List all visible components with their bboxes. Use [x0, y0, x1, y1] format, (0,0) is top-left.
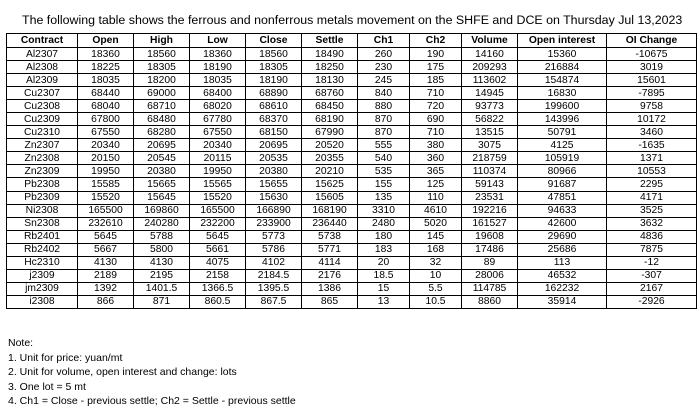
table-cell: 2295: [607, 178, 697, 191]
table-cell: 3019: [607, 61, 697, 74]
table-row: [7, 139, 697, 152]
contract-cell: Zn2309: [7, 165, 78, 178]
table-cell: 29690: [518, 230, 607, 243]
table-cell: 4114: [302, 256, 358, 269]
table-cell: 690: [410, 113, 462, 126]
table-header-row: [7, 34, 697, 48]
table-cell: 870: [358, 126, 410, 139]
table-cell: 68400: [190, 87, 246, 100]
table-cell: 15520: [78, 191, 134, 204]
table-cell: 871: [134, 295, 190, 308]
table-cell: -12: [607, 256, 697, 269]
table-cell: 161527: [462, 217, 518, 230]
table-cell: 720: [410, 100, 462, 113]
table-cell: 4836: [607, 230, 697, 243]
table-cell: 5645: [78, 230, 134, 243]
table-cell: -307: [607, 269, 697, 282]
table-cell: 19608: [462, 230, 518, 243]
table-cell: 18250: [302, 61, 358, 74]
table-cell: 3632: [607, 217, 697, 230]
table-cell: 3525: [607, 204, 697, 217]
table-cell: 168: [410, 243, 462, 256]
note-line: 2. Unit for volume, open interest and change: lots: [8, 366, 237, 379]
table-cell: 185: [410, 74, 462, 87]
table-cell: 5667: [78, 243, 134, 256]
table-cell: 866: [78, 295, 134, 308]
table-cell: 15630: [246, 191, 302, 204]
table-cell: 3310: [358, 204, 410, 217]
table-row: [7, 269, 697, 282]
table-cell: 240280: [134, 217, 190, 230]
table-cell: 1371: [607, 152, 697, 165]
table-cell: 169860: [134, 204, 190, 217]
table-cell: 20520: [302, 139, 358, 152]
table-row: [7, 295, 697, 308]
table-cell: 20: [358, 256, 410, 269]
table-cell: 2167: [607, 282, 697, 295]
table-cell: 5771: [302, 243, 358, 256]
table-cell: 2189: [78, 269, 134, 282]
table-cell: 880: [358, 100, 410, 113]
table-row: [7, 256, 697, 269]
contract-cell: Rb2402: [7, 243, 78, 256]
table-cell: 68280: [134, 126, 190, 139]
table-cell: 15665: [134, 178, 190, 191]
table-cell: 20545: [134, 152, 190, 165]
table-cell: 165500: [78, 204, 134, 217]
table-cell: 867.5: [246, 295, 302, 308]
table-cell: -1635: [607, 139, 697, 152]
column-header: Contract: [7, 34, 78, 48]
table-cell: 68480: [134, 113, 190, 126]
table-cell: 18360: [78, 48, 134, 61]
table-row: [7, 48, 697, 61]
table-cell: 18190: [190, 61, 246, 74]
table-cell: 1401.5: [134, 282, 190, 295]
table-cell: 5661: [190, 243, 246, 256]
table-cell: 535: [358, 165, 410, 178]
table-cell: 20340: [78, 139, 134, 152]
table-cell: 183: [358, 243, 410, 256]
table-cell: 15520: [190, 191, 246, 204]
table-cell: 10: [410, 269, 462, 282]
table-cell: 114785: [462, 282, 518, 295]
column-header: Low: [190, 34, 246, 48]
table-cell: 67990: [302, 126, 358, 139]
contract-cell: Ni2308: [7, 204, 78, 217]
table-cell: 15601: [607, 74, 697, 87]
table-cell: 1395.5: [246, 282, 302, 295]
notes-heading: Note:: [8, 337, 34, 349]
contract-cell: Al2309: [7, 74, 78, 87]
table-cell: 14160: [462, 48, 518, 61]
table-cell: 218759: [462, 152, 518, 165]
table-row: [7, 165, 697, 178]
table-cell: 10553: [607, 165, 697, 178]
table-cell: 67800: [78, 113, 134, 126]
table-cell: 360: [410, 152, 462, 165]
table-cell: 20535: [246, 152, 302, 165]
table-cell: 15: [358, 282, 410, 295]
table-cell: 143996: [518, 113, 607, 126]
note-line: 3. One lot = 5 mt: [8, 380, 86, 393]
contract-cell: Cu2309: [7, 113, 78, 126]
table-cell: 13515: [462, 126, 518, 139]
table-cell: 20695: [246, 139, 302, 152]
table-row: [7, 100, 697, 113]
table-row: [7, 178, 697, 191]
table-cell: 4610: [410, 204, 462, 217]
table-cell: 18305: [134, 61, 190, 74]
table-cell: 18130: [302, 74, 358, 87]
table-cell: 168190: [302, 204, 358, 217]
column-header: Volume: [462, 34, 518, 48]
table-cell: 89: [462, 256, 518, 269]
table-cell: 25686: [518, 243, 607, 256]
table-cell: 5773: [246, 230, 302, 243]
table-cell: 15655: [246, 178, 302, 191]
table-cell: 209293: [462, 61, 518, 74]
table-cell: 710: [410, 87, 462, 100]
column-header: Ch2: [410, 34, 462, 48]
notes-section: [8, 336, 296, 409]
table-cell: 2158: [190, 269, 246, 282]
table-cell: 20695: [134, 139, 190, 152]
contract-cell: Cu2308: [7, 100, 78, 113]
table-cell: 20380: [134, 165, 190, 178]
table-cell: 15585: [78, 178, 134, 191]
table-cell: 18035: [78, 74, 134, 87]
column-header: OI Change: [607, 34, 697, 48]
contract-cell: j2309: [7, 269, 78, 282]
table-cell: 230: [358, 61, 410, 74]
table-cell: 180: [358, 230, 410, 243]
table-cell: 18.5: [358, 269, 410, 282]
table-cell: 236440: [302, 217, 358, 230]
table-cell: 18360: [190, 48, 246, 61]
table-cell: 166890: [246, 204, 302, 217]
column-header: Open interest: [518, 34, 607, 48]
table-cell: 3460: [607, 126, 697, 139]
table-cell: 232610: [78, 217, 134, 230]
table-row: [7, 217, 697, 230]
table-cell: 16830: [518, 87, 607, 100]
table-cell: 4102: [246, 256, 302, 269]
table-cell: 145: [410, 230, 462, 243]
table-cell: 50791: [518, 126, 607, 139]
table-cell: 19950: [190, 165, 246, 178]
table-cell: 10.5: [410, 295, 462, 308]
table-cell: 9758: [607, 100, 697, 113]
contract-cell: Zn2307: [7, 139, 78, 152]
table-cell: 113: [518, 256, 607, 269]
column-header: High: [134, 34, 190, 48]
table-cell: 4130: [78, 256, 134, 269]
table-row: [7, 282, 697, 295]
table-cell: -2926: [607, 295, 697, 308]
table-cell: 2184.5: [246, 269, 302, 282]
table-cell: 94633: [518, 204, 607, 217]
table-cell: 93773: [462, 100, 518, 113]
table-cell: 233900: [246, 217, 302, 230]
table-cell: 18490: [302, 48, 358, 61]
table-cell: 7875: [607, 243, 697, 256]
contract-cell: Zn2308: [7, 152, 78, 165]
table-cell: -7895: [607, 87, 697, 100]
metals-movement-table: [6, 33, 697, 309]
table-cell: 105919: [518, 152, 607, 165]
table-cell: 260: [358, 48, 410, 61]
table-cell: 2195: [134, 269, 190, 282]
table-cell: 69000: [134, 87, 190, 100]
table-cell: 8860: [462, 295, 518, 308]
column-header: Open: [78, 34, 134, 48]
contract-cell: Al2307: [7, 48, 78, 61]
contract-cell: i2308: [7, 295, 78, 308]
table-cell: 20150: [78, 152, 134, 165]
table-cell: 20115: [190, 152, 246, 165]
table-cell: 14945: [462, 87, 518, 100]
table-cell: 68370: [246, 113, 302, 126]
table-cell: 91687: [518, 178, 607, 191]
contract-cell: Cu2307: [7, 87, 78, 100]
table-row: [7, 113, 697, 126]
table-row: [7, 126, 697, 139]
table-cell: 46532: [518, 269, 607, 282]
table-cell: 20380: [246, 165, 302, 178]
table-cell: 4075: [190, 256, 246, 269]
table-cell: -10675: [607, 48, 697, 61]
table-cell: 135: [358, 191, 410, 204]
table-cell: 10172: [607, 113, 697, 126]
table-cell: 216884: [518, 61, 607, 74]
table-cell: 5738: [302, 230, 358, 243]
column-header: Settle: [302, 34, 358, 48]
table-row: [7, 243, 697, 256]
table-row: [7, 61, 697, 74]
table-cell: 15565: [190, 178, 246, 191]
note-line: 4. Ch1 = Close - previous settle; Ch2 = Settle - previous settle: [8, 395, 296, 408]
note-line: 1. Unit for price: yuan/mt: [8, 351, 123, 364]
table-cell: 162232: [518, 282, 607, 295]
contract-cell: Pb2309: [7, 191, 78, 204]
contract-cell: Pb2308: [7, 178, 78, 191]
table-cell: 67550: [78, 126, 134, 139]
table-cell: 4130: [134, 256, 190, 269]
table-cell: 5800: [134, 243, 190, 256]
table-cell: 68440: [78, 87, 134, 100]
table-cell: 870: [358, 113, 410, 126]
table-cell: 67550: [190, 126, 246, 139]
table-cell: 68190: [302, 113, 358, 126]
table-cell: 154874: [518, 74, 607, 87]
table-cell: 68610: [246, 100, 302, 113]
table-cell: 710: [410, 126, 462, 139]
column-header: Ch1: [358, 34, 410, 48]
table-cell: 5788: [134, 230, 190, 243]
table-cell: 68710: [134, 100, 190, 113]
table-cell: 59143: [462, 178, 518, 191]
table-cell: 555: [358, 139, 410, 152]
table-cell: 245: [358, 74, 410, 87]
table-cell: 68040: [78, 100, 134, 113]
table-cell: 18225: [78, 61, 134, 74]
table-body: [7, 48, 697, 309]
table-cell: 1366.5: [190, 282, 246, 295]
table-cell: 2480: [358, 217, 410, 230]
table-cell: 125: [410, 178, 462, 191]
table-cell: 15360: [518, 48, 607, 61]
table-cell: 365: [410, 165, 462, 178]
table-cell: 3075: [462, 139, 518, 152]
table-cell: 68150: [246, 126, 302, 139]
table-cell: 4125: [518, 139, 607, 152]
column-header: Close: [246, 34, 302, 48]
table-cell: 4171: [607, 191, 697, 204]
table-cell: 17486: [462, 243, 518, 256]
table-row: [7, 230, 697, 243]
contract-cell: Hc2310: [7, 256, 78, 269]
table-cell: 15625: [302, 178, 358, 191]
table-row: [7, 191, 697, 204]
contract-cell: jm2309: [7, 282, 78, 295]
table-cell: 13: [358, 295, 410, 308]
table-row: [7, 74, 697, 87]
contract-cell: Cu2310: [7, 126, 78, 139]
table-cell: 18305: [246, 61, 302, 74]
contract-cell: Al2308: [7, 61, 78, 74]
contract-cell: Rb2401: [7, 230, 78, 243]
table-cell: 20340: [190, 139, 246, 152]
table-cell: 18200: [134, 74, 190, 87]
table-cell: 199600: [518, 100, 607, 113]
table-cell: 15605: [302, 191, 358, 204]
table-cell: 113602: [462, 74, 518, 87]
table-cell: 1386: [302, 282, 358, 295]
table-cell: 1392: [78, 282, 134, 295]
table-cell: 165500: [190, 204, 246, 217]
table-cell: 840: [358, 87, 410, 100]
table-cell: 67780: [190, 113, 246, 126]
table-cell: 110: [410, 191, 462, 204]
table-cell: 5645: [190, 230, 246, 243]
table-cell: 15645: [134, 191, 190, 204]
page-title: The following table shows the ferrous and nonferrous metals movement on the SHFE and DCE on Thursday Jul 13,2023: [22, 13, 683, 27]
table-cell: 68890: [246, 87, 302, 100]
table-cell: 32: [410, 256, 462, 269]
table-cell: 35914: [518, 295, 607, 308]
table-cell: 540: [358, 152, 410, 165]
table-cell: 47851: [518, 191, 607, 204]
table-cell: 2176: [302, 269, 358, 282]
table-cell: 68450: [302, 100, 358, 113]
table-cell: 28006: [462, 269, 518, 282]
table-cell: 18560: [134, 48, 190, 61]
table-cell: 19950: [78, 165, 134, 178]
table-row: [7, 204, 697, 217]
table-cell: 18190: [246, 74, 302, 87]
table-cell: 23531: [462, 191, 518, 204]
table-cell: 42600: [518, 217, 607, 230]
contract-cell: Sn2308: [7, 217, 78, 230]
table-cell: 5.5: [410, 282, 462, 295]
table-cell: 865: [302, 295, 358, 308]
table-cell: 860.5: [190, 295, 246, 308]
table-cell: 68760: [302, 87, 358, 100]
table-cell: 380: [410, 139, 462, 152]
table-cell: 20210: [302, 165, 358, 178]
table-cell: 5786: [246, 243, 302, 256]
table-cell: 56822: [462, 113, 518, 126]
table-cell: 175: [410, 61, 462, 74]
table-cell: 192216: [462, 204, 518, 217]
table-cell: 20355: [302, 152, 358, 165]
table-cell: 232200: [190, 217, 246, 230]
table-row: [7, 152, 697, 165]
table-cell: 18560: [246, 48, 302, 61]
table-cell: 18035: [190, 74, 246, 87]
table-cell: 80966: [518, 165, 607, 178]
table-cell: 190: [410, 48, 462, 61]
table-cell: 5020: [410, 217, 462, 230]
table-cell: 110374: [462, 165, 518, 178]
table-row: [7, 87, 697, 100]
table-cell: 155: [358, 178, 410, 191]
table-cell: 68020: [190, 100, 246, 113]
